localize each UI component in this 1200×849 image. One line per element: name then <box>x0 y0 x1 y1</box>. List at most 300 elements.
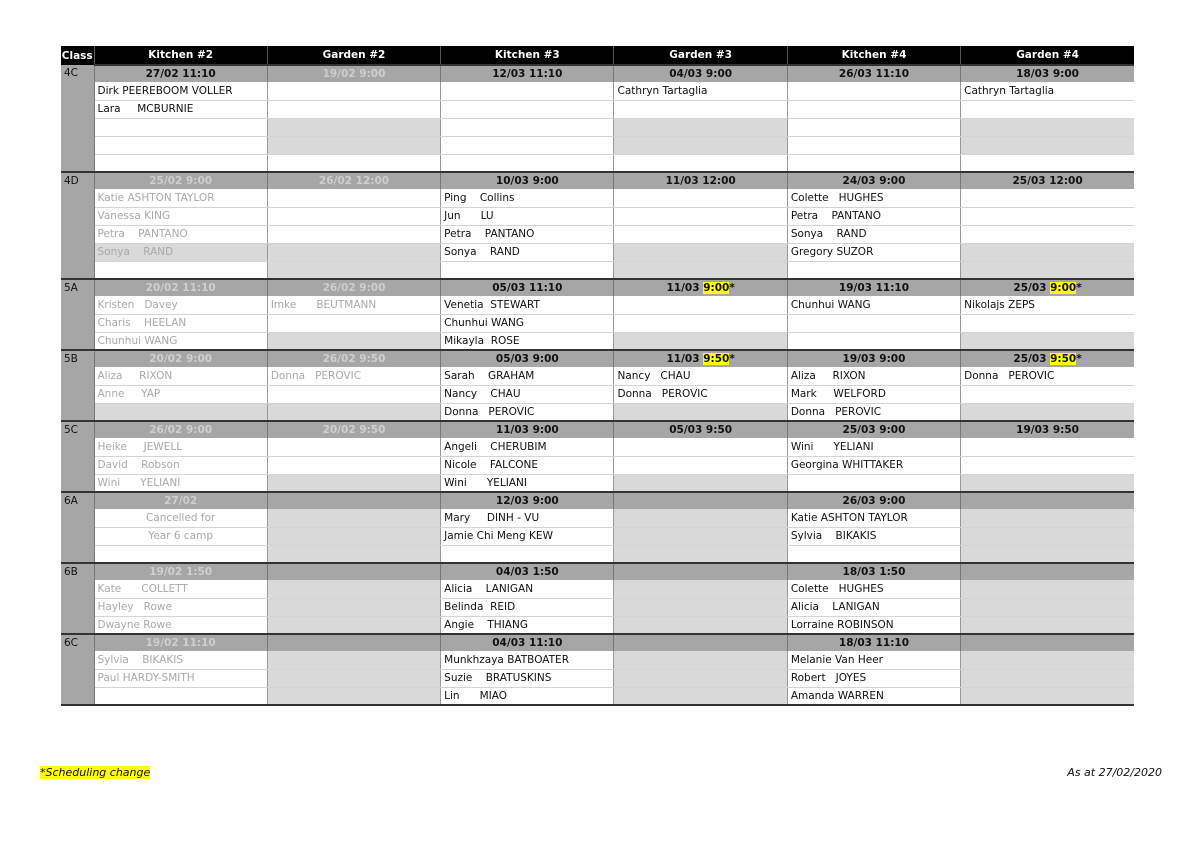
session-date-text: 25/03 12:00 <box>1012 175 1083 187</box>
session-date <box>961 421 1134 438</box>
session-date-text: 04/03 1:50 <box>495 566 559 578</box>
volunteer-name: Sonya RAND <box>787 225 960 243</box>
volunteer-name: Petra PANTANO <box>787 207 960 225</box>
volunteer-row <box>61 403 1134 421</box>
volunteer-name <box>961 207 1134 225</box>
volunteer-name: Sonya RAND <box>94 243 267 261</box>
volunteer-name <box>961 314 1134 332</box>
session-date <box>267 350 440 367</box>
volunteer-name: Wini YELIANI <box>441 474 614 492</box>
volunteer-name <box>961 154 1134 172</box>
volunteer-name <box>614 651 787 669</box>
session-date <box>961 563 1134 580</box>
column-header-kitchen-2: Kitchen #2 <box>94 46 267 65</box>
session-date-text: 26/02 9:50 <box>322 353 386 365</box>
volunteer-row <box>61 367 1134 385</box>
volunteer-name <box>787 118 960 136</box>
volunteer-name: Alicia LANIGAN <box>787 598 960 616</box>
session-date-text: 20/02 11:10 <box>145 282 216 294</box>
class-date-row <box>61 492 1134 509</box>
volunteer-name <box>267 651 440 669</box>
volunteer-name <box>961 527 1134 545</box>
volunteer-row <box>61 438 1134 456</box>
volunteer-name <box>267 403 440 421</box>
volunteer-name <box>961 189 1134 207</box>
volunteer-name <box>614 332 787 350</box>
volunteer-name: Hayley Rowe <box>94 598 267 616</box>
volunteer-name: Sonya RAND <box>441 243 614 261</box>
class-label: 6B <box>61 563 94 634</box>
volunteer-row <box>61 509 1134 527</box>
session-date <box>787 492 960 509</box>
volunteer-name <box>267 527 440 545</box>
session-date-text: 04/03 9:00 <box>669 68 733 80</box>
session-date-text: 25/02 9:00 <box>149 175 213 187</box>
volunteer-name <box>961 580 1134 598</box>
volunteer-name: Wini YELIANI <box>94 474 267 492</box>
session-date <box>614 421 787 438</box>
session-date <box>94 634 267 651</box>
volunteer-name: Alicia LANIGAN <box>441 580 614 598</box>
volunteer-name: Lara MCBURNIE <box>94 100 267 118</box>
session-date-text: 25/03 9:00 <box>842 424 906 436</box>
volunteer-name: Paul HARDY-SMITH <box>94 669 267 687</box>
volunteer-name <box>961 385 1134 403</box>
class-date-row <box>61 172 1134 189</box>
volunteer-name: Ping Collins <box>441 189 614 207</box>
volunteer-name <box>961 616 1134 634</box>
volunteer-name <box>441 261 614 279</box>
volunteer-name <box>961 669 1134 687</box>
roster-table <box>61 46 1134 706</box>
session-date <box>441 279 614 296</box>
volunteer-name <box>267 509 440 527</box>
session-date <box>787 279 960 296</box>
volunteer-name: Aliza RIXON <box>94 367 267 385</box>
volunteer-name <box>614 296 787 314</box>
session-date <box>614 634 787 651</box>
volunteer-row <box>61 154 1134 172</box>
changed-time-highlight: 9:00 <box>1050 282 1077 294</box>
column-header-kitchen-4: Kitchen #4 <box>787 46 960 65</box>
volunteer-name <box>787 82 960 100</box>
volunteer-row <box>61 243 1134 261</box>
session-date <box>267 279 440 296</box>
session-date <box>94 350 267 367</box>
session-date-text: 26/02 9:00 <box>149 424 213 436</box>
volunteer-name <box>614 456 787 474</box>
volunteer-name <box>441 136 614 154</box>
volunteer-name <box>267 100 440 118</box>
volunteer-name <box>267 580 440 598</box>
volunteer-row <box>61 296 1134 314</box>
class-label: 5C <box>61 421 94 492</box>
volunteer-name <box>961 598 1134 616</box>
volunteer-name <box>267 82 440 100</box>
volunteer-row <box>61 136 1134 154</box>
session-date-text: 27/02 11:10 <box>145 68 216 80</box>
volunteer-name <box>787 154 960 172</box>
volunteer-name <box>614 474 787 492</box>
volunteer-row <box>61 207 1134 225</box>
session-date-text: 11/03 12:00 <box>665 175 736 187</box>
session-date <box>94 65 267 82</box>
volunteer-name: Kristen Davey <box>94 296 267 314</box>
volunteer-name: Munkhzaya BATBOATER <box>441 651 614 669</box>
volunteer-name: Nancy CHAU <box>441 385 614 403</box>
changed-time-highlight: 9:50 <box>1050 353 1077 365</box>
volunteer-name <box>614 243 787 261</box>
volunteer-name <box>614 136 787 154</box>
volunteer-name <box>961 225 1134 243</box>
volunteer-name: Chunhui WANG <box>441 314 614 332</box>
class-date-row <box>61 421 1134 438</box>
volunteer-name <box>441 154 614 172</box>
session-date-text: 12/03 11:10 <box>492 68 563 80</box>
volunteer-name: Donna PEROVIC <box>267 367 440 385</box>
change-asterisk: * <box>1076 282 1082 294</box>
session-date <box>787 350 960 367</box>
volunteer-row <box>61 651 1134 669</box>
volunteer-name <box>94 545 267 563</box>
volunteer-name <box>614 261 787 279</box>
class-label: 5A <box>61 279 94 350</box>
changed-time-highlight: 9:00 <box>703 282 730 294</box>
volunteer-name <box>94 136 267 154</box>
session-date-text: 20/02 9:00 <box>149 353 213 365</box>
session-date <box>94 563 267 580</box>
session-date <box>961 65 1134 82</box>
volunteer-name: Charis HEELAN <box>94 314 267 332</box>
session-date <box>614 279 787 296</box>
volunteer-name: Chunhui WANG <box>787 296 960 314</box>
session-date-text: 11/03 <box>666 353 704 365</box>
volunteer-name <box>961 118 1134 136</box>
volunteer-name: Imke BEUTMANN <box>267 296 440 314</box>
session-date-text: 10/03 9:00 <box>495 175 559 187</box>
volunteer-name <box>961 403 1134 421</box>
volunteer-name <box>961 474 1134 492</box>
session-date-text: 11/03 <box>666 282 704 294</box>
volunteer-name <box>614 438 787 456</box>
volunteer-name <box>961 438 1134 456</box>
volunteer-name: Petra PANTANO <box>94 225 267 243</box>
volunteer-row <box>61 687 1134 705</box>
volunteer-name <box>787 474 960 492</box>
volunteer-name: Amanda WARREN <box>787 687 960 705</box>
volunteer-row <box>61 314 1134 332</box>
session-date-text: 05/03 11:10 <box>492 282 563 294</box>
volunteer-name <box>94 687 267 705</box>
volunteer-name <box>267 154 440 172</box>
as-at-date: As at 27/02/2020 <box>1067 766 1162 779</box>
volunteer-name <box>787 545 960 563</box>
session-date <box>787 172 960 189</box>
volunteer-name: Wini YELIANI <box>787 438 960 456</box>
volunteer-name: Mikayla ROSE <box>441 332 614 350</box>
volunteer-name <box>961 456 1134 474</box>
class-label: 4D <box>61 172 94 279</box>
class-label: 6A <box>61 492 94 563</box>
class-date-row <box>61 563 1134 580</box>
volunteer-name <box>94 403 267 421</box>
roster-body <box>61 65 1134 705</box>
session-date-text: 19/03 11:10 <box>838 282 910 294</box>
session-date-text: 18/03 11:10 <box>838 637 910 649</box>
volunteer-name <box>267 314 440 332</box>
class-date-row <box>61 350 1134 367</box>
volunteer-name <box>267 456 440 474</box>
volunteer-name <box>787 261 960 279</box>
volunteer-name: Katie ASHTON TAYLOR <box>94 189 267 207</box>
session-date <box>441 563 614 580</box>
volunteer-row <box>61 598 1134 616</box>
volunteer-name <box>267 189 440 207</box>
volunteer-name: Suzie BRATUSKINS <box>441 669 614 687</box>
volunteer-name: Jamie Chi Meng KEW <box>441 527 614 545</box>
class-date-row <box>61 634 1134 651</box>
volunteer-name: Chunhui WANG <box>94 332 267 350</box>
volunteer-name <box>267 385 440 403</box>
session-date <box>267 634 440 651</box>
volunteer-row <box>61 261 1134 279</box>
volunteer-name: Angeli CHERUBIM <box>441 438 614 456</box>
volunteer-row <box>61 456 1134 474</box>
volunteer-name: Donna PEROVIC <box>441 403 614 421</box>
column-header-garden-3: Garden #3 <box>614 46 787 65</box>
volunteer-name: Donna PEROVIC <box>614 385 787 403</box>
volunteer-name: Nicole FALCONE <box>441 456 614 474</box>
session-date-text: 19/03 9:50 <box>1016 424 1079 436</box>
session-date-text: 26/03 11:10 <box>838 68 910 80</box>
session-date <box>787 65 960 82</box>
volunteer-name: Jun LU <box>441 207 614 225</box>
column-header-garden-2: Garden #2 <box>267 46 440 65</box>
class-label: 4C <box>61 65 94 172</box>
volunteer-name: Cancelled for <box>94 509 267 527</box>
volunteer-name <box>614 118 787 136</box>
volunteer-name: Kate COLLETT <box>94 580 267 598</box>
volunteer-name: Venetia STEWART <box>441 296 614 314</box>
volunteer-name: Sylvia BIKAKIS <box>94 651 267 669</box>
volunteer-name <box>614 616 787 634</box>
session-date-text: 25/03 <box>1013 282 1051 294</box>
header-row <box>61 46 1134 65</box>
volunteer-name <box>961 332 1134 350</box>
session-date <box>441 634 614 651</box>
volunteer-name <box>94 118 267 136</box>
session-date <box>441 492 614 509</box>
session-date-text: 05/03 9:00 <box>495 353 559 365</box>
volunteer-name: Angie THIANG <box>441 616 614 634</box>
volunteer-row <box>61 118 1134 136</box>
class-date-row <box>61 279 1134 296</box>
volunteer-row <box>61 100 1134 118</box>
volunteer-row <box>61 580 1134 598</box>
session-date <box>94 279 267 296</box>
volunteer-name: Nikolajs ZEPS <box>961 296 1134 314</box>
session-date-text: 20/02 9:50 <box>322 424 386 436</box>
column-header-kitchen-3: Kitchen #3 <box>441 46 614 65</box>
volunteer-name <box>267 687 440 705</box>
volunteer-name <box>614 403 787 421</box>
volunteer-name <box>267 225 440 243</box>
volunteer-name: Robert JOYES <box>787 669 960 687</box>
session-date <box>961 350 1134 367</box>
volunteer-name <box>787 136 960 154</box>
session-date-text: 19/02 11:10 <box>145 637 216 649</box>
volunteer-name: Lorraine ROBINSON <box>787 616 960 634</box>
volunteer-name <box>961 100 1134 118</box>
volunteer-name <box>441 545 614 563</box>
session-date-text: 26/02 12:00 <box>318 175 390 187</box>
volunteer-name <box>787 332 960 350</box>
session-date-text: 24/03 9:00 <box>842 175 906 187</box>
volunteer-name: Mark WELFORD <box>787 385 960 403</box>
volunteer-row <box>61 669 1134 687</box>
volunteer-name <box>614 580 787 598</box>
session-date <box>441 421 614 438</box>
volunteer-name <box>267 207 440 225</box>
session-date-text: 04/03 11:10 <box>492 637 563 649</box>
session-date-text: 19/02 9:00 <box>322 68 386 80</box>
volunteer-name <box>961 243 1134 261</box>
session-date <box>614 492 787 509</box>
session-date-text: 18/03 9:00 <box>1016 68 1079 80</box>
session-date <box>961 634 1134 651</box>
volunteer-name <box>267 136 440 154</box>
volunteer-name <box>267 545 440 563</box>
class-label: 6C <box>61 634 94 705</box>
volunteer-name: Dirk PEEREBOOM VOLLER <box>94 82 267 100</box>
change-asterisk: * <box>1076 353 1082 365</box>
volunteer-name <box>787 100 960 118</box>
volunteer-name <box>614 687 787 705</box>
volunteer-name: Year 6 camp <box>94 527 267 545</box>
volunteer-name: Vanessa KING <box>94 207 267 225</box>
volunteer-name <box>614 314 787 332</box>
volunteer-row <box>61 616 1134 634</box>
session-date-text: 19/02 1:50 <box>149 566 213 578</box>
session-date <box>787 563 960 580</box>
volunteer-row <box>61 189 1134 207</box>
session-date-text: 26/02 9:00 <box>322 282 386 294</box>
volunteer-name: Georgina WHITTAKER <box>787 456 960 474</box>
volunteer-name <box>961 261 1134 279</box>
volunteer-name: Colette HUGHES <box>787 189 960 207</box>
volunteer-name: Anne YAP <box>94 385 267 403</box>
class-date-row <box>61 65 1134 82</box>
change-asterisk: * <box>729 353 735 365</box>
session-date-text: 11/03 9:00 <box>495 424 559 436</box>
scheduling-change-note: *Scheduling change <box>40 766 151 779</box>
session-date <box>267 492 440 509</box>
volunteer-name: Donna PEROVIC <box>961 367 1134 385</box>
session-date <box>267 563 440 580</box>
session-date <box>94 421 267 438</box>
volunteer-name: David Robson <box>94 456 267 474</box>
volunteer-name <box>267 261 440 279</box>
session-date <box>94 492 267 509</box>
session-date <box>787 421 960 438</box>
volunteer-name <box>614 225 787 243</box>
volunteer-name <box>267 438 440 456</box>
session-date-text: 25/03 <box>1013 353 1051 365</box>
session-date <box>267 172 440 189</box>
volunteer-name: Sarah GRAHAM <box>441 367 614 385</box>
volunteer-row <box>61 332 1134 350</box>
class-column-header: Class <box>61 46 94 65</box>
session-date <box>787 634 960 651</box>
volunteer-name: Gregory SUZOR <box>787 243 960 261</box>
volunteer-name <box>961 651 1134 669</box>
class-label: 5B <box>61 350 94 421</box>
volunteer-row <box>61 82 1134 100</box>
changed-time-highlight: 9:50 <box>703 353 730 365</box>
volunteer-name <box>267 474 440 492</box>
session-date <box>961 492 1134 509</box>
volunteer-name <box>267 598 440 616</box>
volunteer-name <box>787 314 960 332</box>
session-date <box>614 65 787 82</box>
session-date-text: 18/03 1:50 <box>842 566 906 578</box>
volunteer-name <box>961 545 1134 563</box>
volunteer-name <box>614 669 787 687</box>
session-date <box>441 172 614 189</box>
volunteer-name <box>614 527 787 545</box>
volunteer-name <box>961 687 1134 705</box>
session-date <box>441 350 614 367</box>
volunteer-row <box>61 225 1134 243</box>
volunteer-name: Petra PANTANO <box>441 225 614 243</box>
change-asterisk: * <box>729 282 735 294</box>
volunteer-name <box>267 243 440 261</box>
volunteer-name: Mary DINH - VU <box>441 509 614 527</box>
volunteer-name: Katie ASHTON TAYLOR <box>787 509 960 527</box>
volunteer-name: Cathryn Tartaglia <box>961 82 1134 100</box>
session-date <box>267 421 440 438</box>
session-date <box>961 279 1134 296</box>
volunteer-name <box>614 189 787 207</box>
volunteer-name <box>614 598 787 616</box>
session-date-text: 05/03 9:50 <box>669 424 733 436</box>
volunteer-name: Lin MIAO <box>441 687 614 705</box>
volunteer-name <box>441 118 614 136</box>
column-header-garden-4: Garden #4 <box>961 46 1134 65</box>
session-date-text: 19/03 9:00 <box>842 353 906 365</box>
volunteer-name <box>614 545 787 563</box>
session-date <box>267 65 440 82</box>
volunteer-name: Colette HUGHES <box>787 580 960 598</box>
volunteer-row <box>61 545 1134 563</box>
volunteer-name: Melanie Van Heer <box>787 651 960 669</box>
volunteer-name <box>267 616 440 634</box>
volunteer-name: Sylvia BIKAKIS <box>787 527 960 545</box>
session-date <box>614 350 787 367</box>
session-date <box>94 172 267 189</box>
session-date <box>614 172 787 189</box>
volunteer-name <box>961 136 1134 154</box>
session-date-text: 12/03 9:00 <box>495 495 559 507</box>
volunteer-name: Cathryn Tartaglia <box>614 82 787 100</box>
volunteer-name: Aliza RIXON <box>787 367 960 385</box>
session-date-text: 27/02 <box>164 495 198 507</box>
volunteer-name <box>614 100 787 118</box>
volunteer-name <box>441 100 614 118</box>
session-date <box>614 563 787 580</box>
volunteer-name: Nancy CHAU <box>614 367 787 385</box>
volunteer-name <box>94 261 267 279</box>
